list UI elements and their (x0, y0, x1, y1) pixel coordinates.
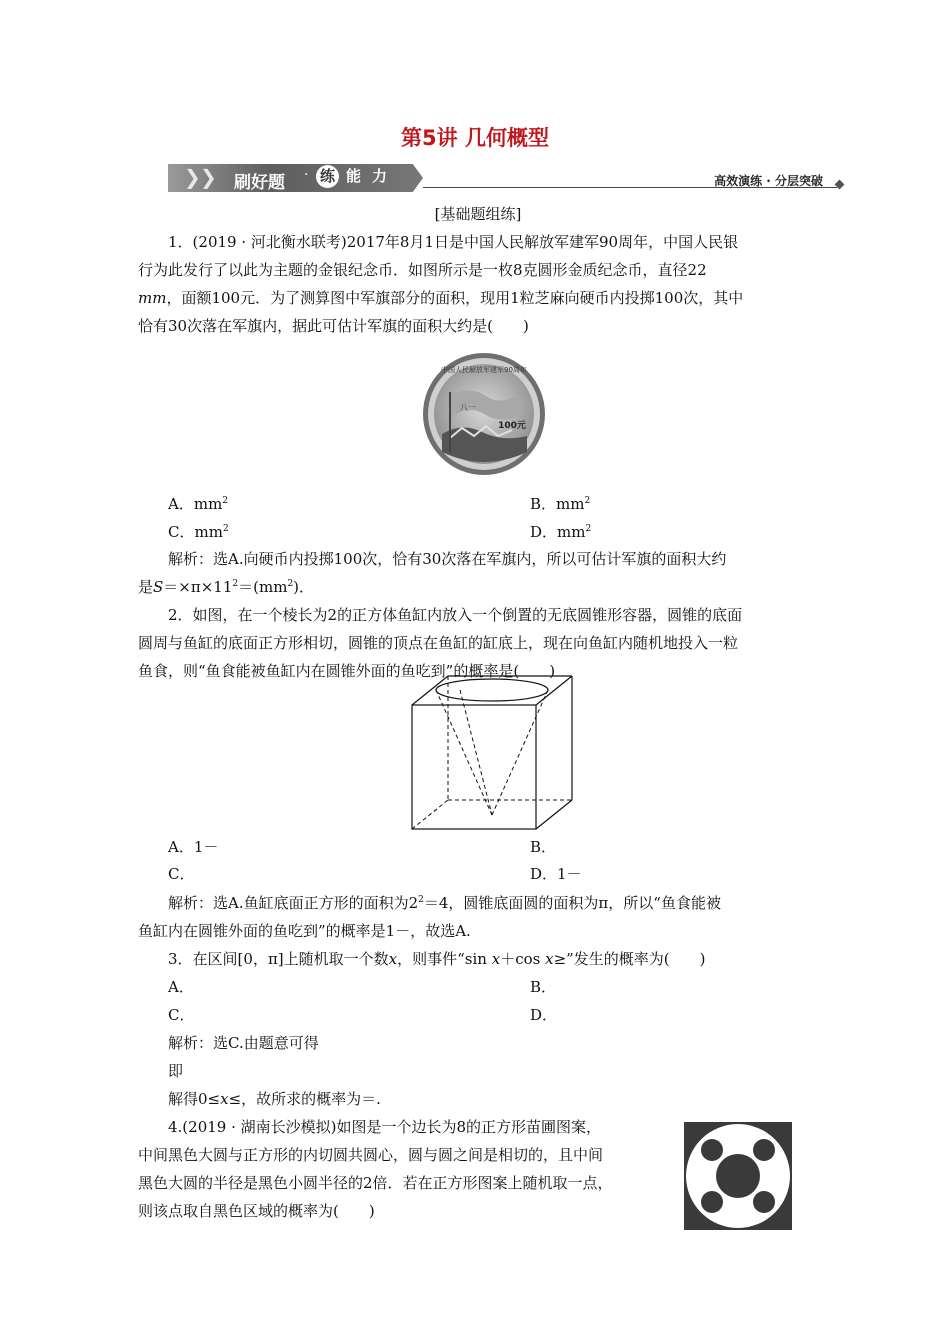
banner-char: 能 (345, 167, 361, 185)
coin-inscription: 中国人民解放军建军90周年 (441, 366, 527, 374)
unit-text: mm (138, 289, 167, 307)
square-pattern-figure (684, 1122, 792, 1230)
option-d: D．$mm^2$ (530, 523, 592, 541)
q4-line: 4.(2019 · 湖南长沙模拟)如图是一个边长为8的正方形苗圃图案， (168, 1118, 602, 1136)
q4-line: 中间黑色大圆与正方形的内切圆共圆心，圆与圆之间是相切的，且中间 (138, 1146, 604, 1164)
option-c: C．$mm^2$ (168, 523, 229, 541)
option-a: A．1－ (168, 838, 219, 856)
q3-solution: 解析：选C.由题意可得 (168, 1034, 319, 1052)
banner-char: 练 (316, 165, 339, 188)
option-b: B．$mm^2$ (530, 495, 591, 513)
banner-dot: · (304, 167, 309, 183)
chevron-right-icon: ❯ (200, 165, 217, 189)
q2-line: 圆周与鱼缸的底面正方形相切，圆锥的顶点在鱼缸的缸底上，现在向鱼缸内随机地投入一粒 (138, 634, 739, 652)
q3-line: 3．在区间[0，π]上随机取一个数x，则事件“sin x＋cos x≥”发生的概率为( ) (168, 950, 706, 968)
option-b: B． (530, 978, 557, 996)
q1-line: 1．(2019 · 河北衡水联考)2017年8月1日是中国人民解放军建军90周年，中国人民银 (168, 233, 739, 251)
coin-flag-text: 八一 (460, 403, 476, 412)
q4-line: 黑色大圆的半径是黑色小圆半径的2倍．若在正方形图案上随机取一点， (138, 1174, 613, 1192)
option-d: D． (530, 1006, 558, 1024)
option-b: B． (530, 838, 557, 856)
section-heading: [基础题组练] (434, 205, 522, 223)
coin-image (422, 352, 546, 476)
q3-solution: 解得0≤x≤，故所求的概率为＝. (168, 1090, 381, 1108)
option-c: C． (168, 865, 195, 883)
q1-line: 行为此发行了以此为主题的金银纪念币．如图所示是一枚8克圆形金质纪念币，直径22 (138, 261, 707, 279)
chevron-right-icon: ❯ (184, 165, 201, 189)
banner-label: 刷好题 (234, 173, 285, 193)
banner-subtitle: 高效演练 · 分层突破 (714, 174, 823, 188)
page-title: 第5讲 几何概型 (401, 126, 549, 150)
q1-line (138, 284, 818, 312)
section-banner (168, 162, 843, 194)
q2-line: 2．如图，在一个棱长为2的正方体鱼缸内放入一个倒置的无底圆锥形容器，圆锥的底面 (168, 606, 743, 624)
banner-char: 力 (371, 167, 387, 185)
option-d: D．1－ (530, 865, 582, 883)
coin-value: 100元 (498, 421, 526, 431)
q3-solution: 即 (168, 1062, 184, 1080)
q1-line: 恰有30次落在军旗内，据此可估计军旗的面积大约是( ) (138, 317, 529, 335)
q1-text: ，面额100元．为了测算图中军旗部分的面积，现用1粒芝麻向硬币内投掷100次，其中 (166, 289, 744, 307)
option-a: A． (168, 978, 194, 996)
q4-line: 则该点取自黑色区域的概率为( ) (138, 1202, 375, 1220)
cube-cone-figure (408, 670, 580, 832)
option-a: A．$mm^2$ (168, 495, 229, 513)
q1-solution: 解析：选A.向硬币内投掷100次，恰有30次落在军旗内，所以可估计军旗的面积大约 (168, 550, 727, 568)
q2-line: 鱼食，则“鱼食能被鱼缸内在圆锥外面的鱼吃到”的概率是( ) (138, 662, 556, 680)
q2-solution: 鱼缸内在圆锥外面的鱼吃到”的概率是1－，故选A. (138, 922, 471, 940)
option-c: C． (168, 1006, 195, 1024)
q2-solution: 解析：选A.鱼缸底面正方形的面积为$2^2=4$，圆锥底面圆的面积为π，所以“鱼食能被 (168, 894, 721, 912)
q1-solution: 是$S=\times\pi\times 11^2=(mm^2)$． (138, 578, 315, 596)
